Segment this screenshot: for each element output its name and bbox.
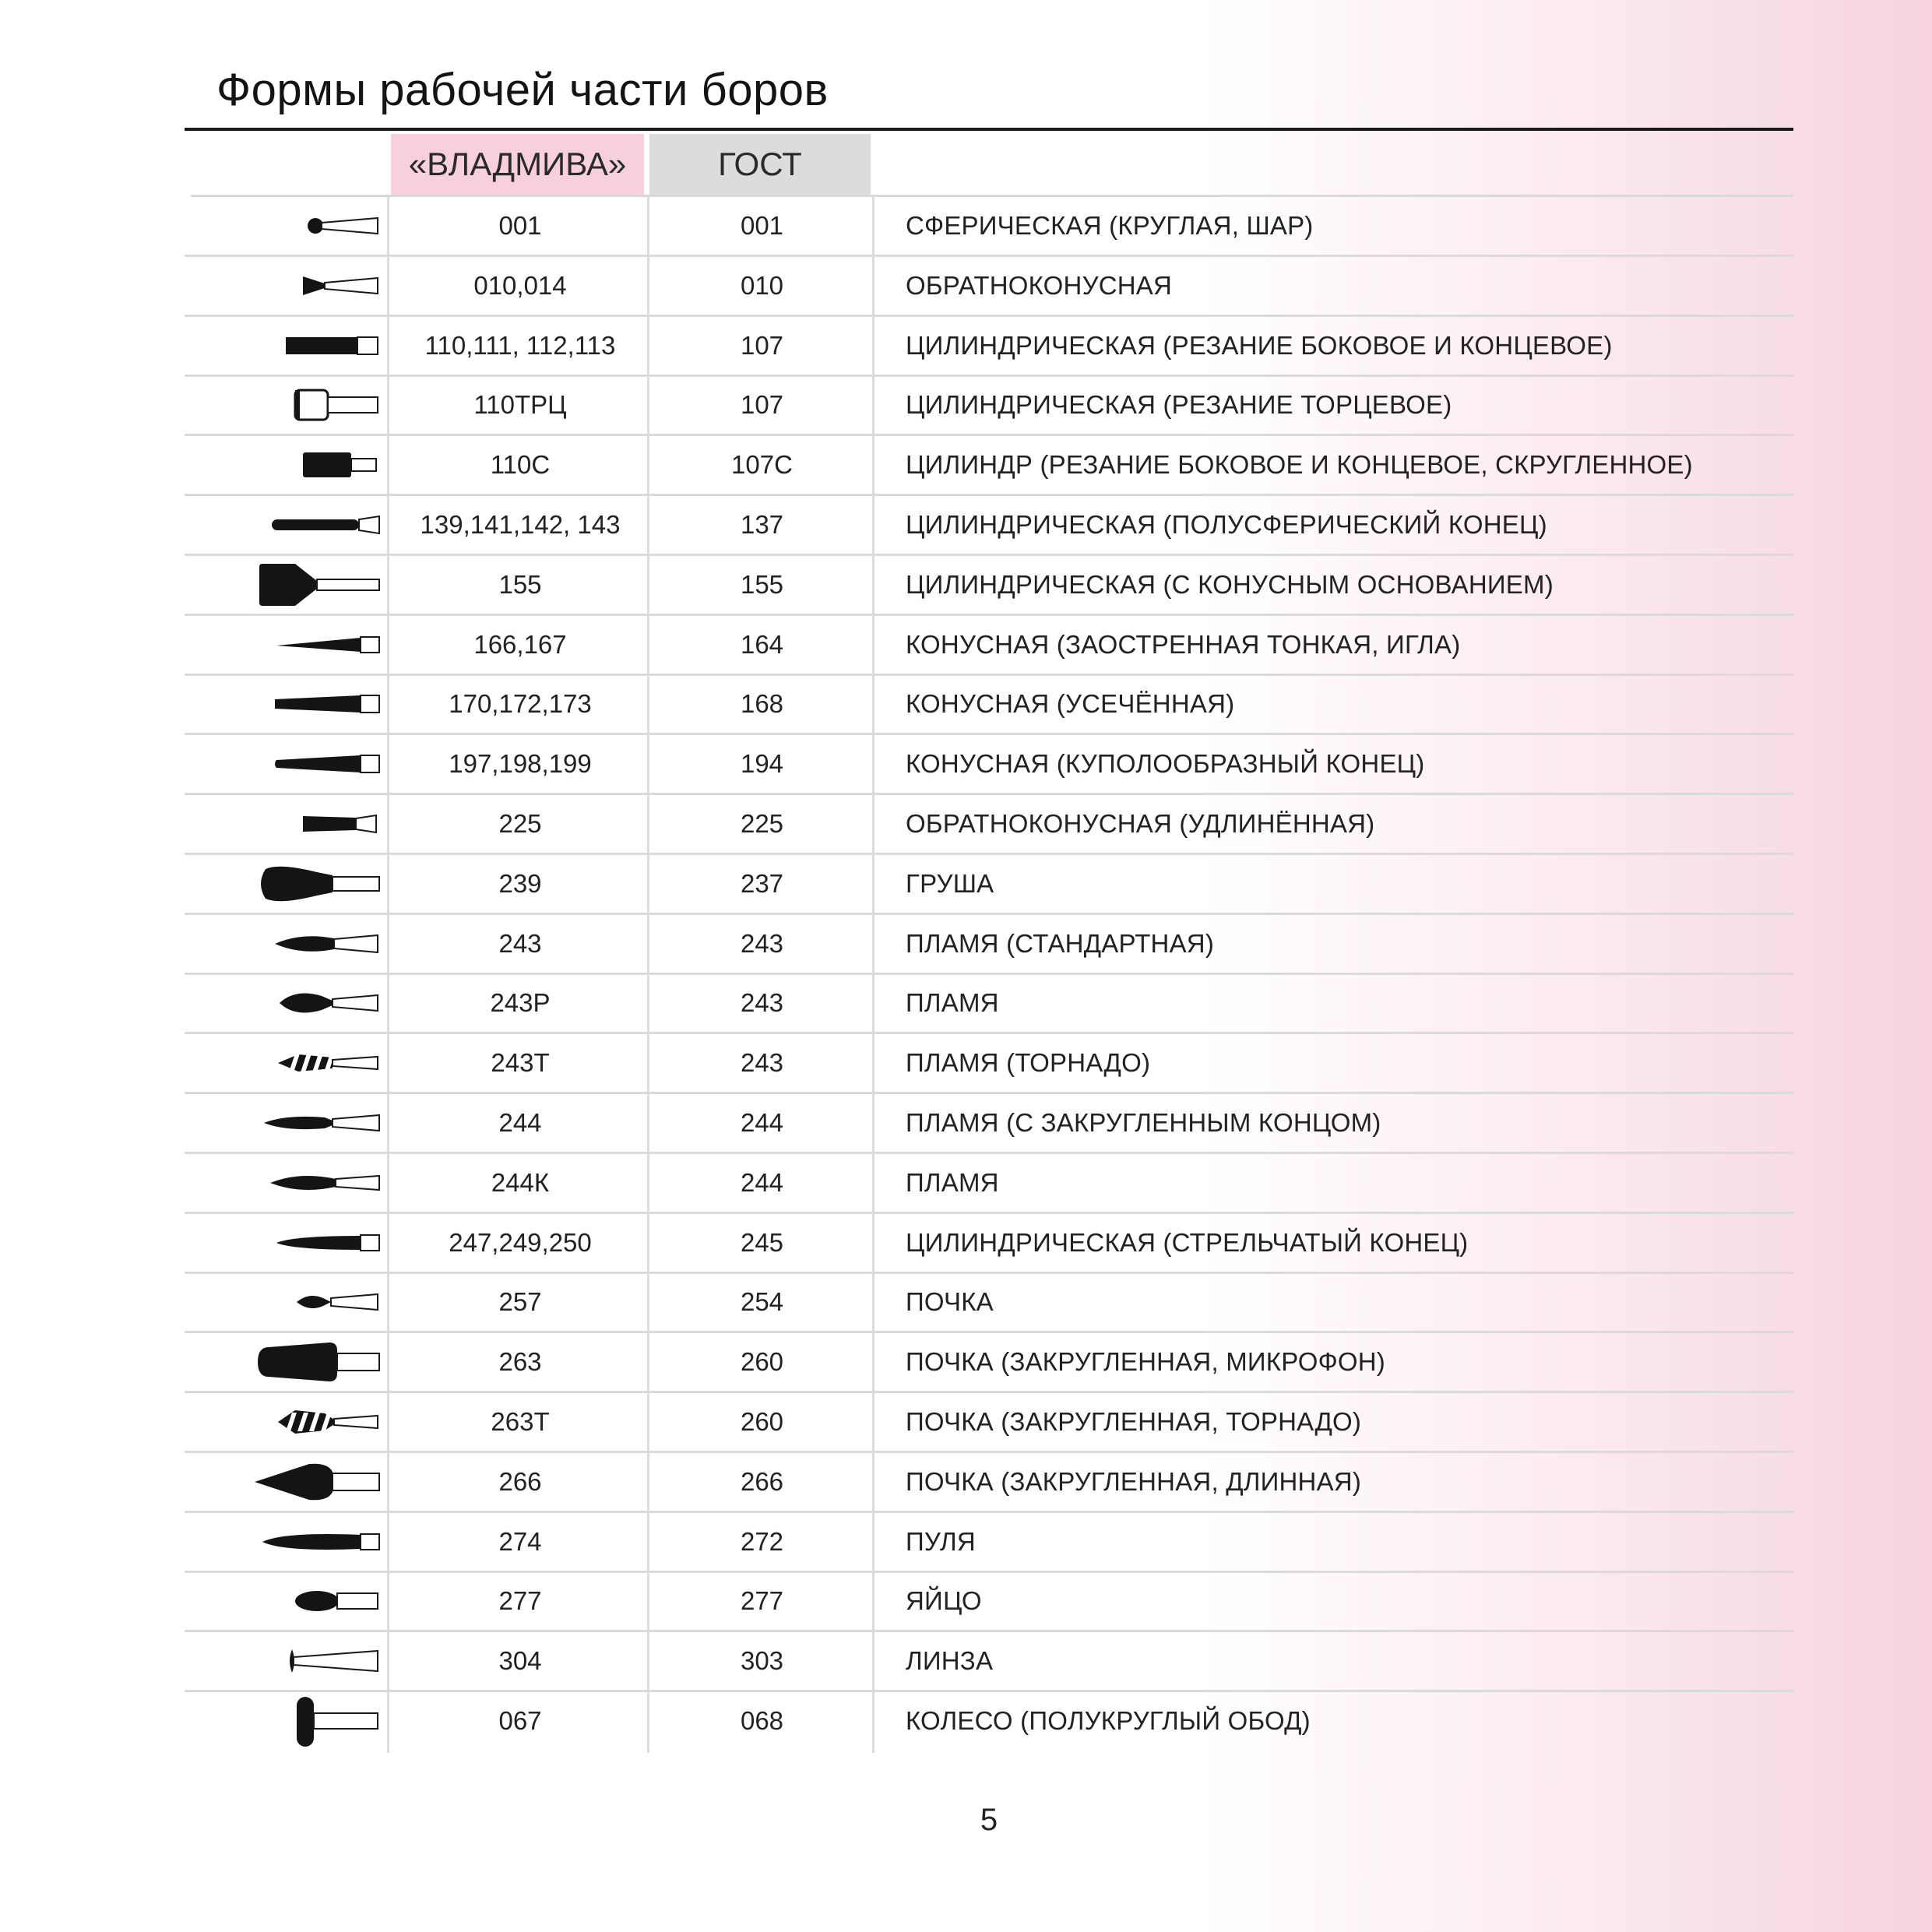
page-number: 5 bbox=[980, 1803, 998, 1837]
vladmiva-code: 110,111, 112,113 bbox=[424, 330, 616, 360]
title-underline bbox=[185, 128, 1793, 131]
cylinder-bur-icon bbox=[208, 320, 387, 371]
vladmiva-code: 001 bbox=[498, 211, 542, 240]
shape-name: КОНУСНАЯ (КУПОЛООБРАЗНЫЙ КОНЕЦ) bbox=[906, 749, 1425, 779]
flame-rounded-bur-icon bbox=[208, 1097, 387, 1149]
table-row bbox=[185, 1513, 1793, 1573]
gost-code: 254 bbox=[740, 1287, 784, 1317]
shape-name: ПОЧКА (ЗАКРУГЛЕННАЯ, МИКРОФОН) bbox=[906, 1347, 1385, 1377]
gost-code: 164 bbox=[740, 629, 784, 659]
table-row bbox=[185, 735, 1793, 795]
table-row bbox=[185, 855, 1793, 915]
egg-bur-icon bbox=[208, 1575, 387, 1627]
lens-bur-icon bbox=[208, 1635, 387, 1687]
wheel-bur-icon bbox=[208, 1695, 387, 1747]
shape-name: ПЛАМЯ bbox=[906, 1167, 999, 1197]
vladmiva-code: 274 bbox=[498, 1526, 542, 1556]
inverted-cone-bur-icon bbox=[208, 260, 387, 311]
vladmiva-code: 266 bbox=[498, 1466, 542, 1496]
gost-code: 237 bbox=[740, 868, 784, 898]
gost-code: 244 bbox=[740, 1108, 784, 1137]
gost-code: 266 bbox=[740, 1466, 784, 1496]
bullet-bur-icon bbox=[208, 1516, 387, 1568]
vladmiva-code: 010,014 bbox=[473, 270, 567, 300]
vladmiva-code: 277 bbox=[498, 1586, 542, 1616]
gost-code: 194 bbox=[740, 749, 784, 779]
vladmiva-code: 304 bbox=[498, 1646, 542, 1676]
gost-code: 243 bbox=[740, 1048, 784, 1078]
table-row bbox=[185, 1572, 1793, 1632]
shape-name: КОЛЕСО (ПОЛУКРУГЛЫЙ ОБОД) bbox=[906, 1706, 1311, 1735]
vladmiva-code: 243 bbox=[498, 928, 542, 958]
shape-name: ЯЙЦО bbox=[906, 1586, 982, 1616]
table-row bbox=[185, 1034, 1793, 1094]
gost-code: 243 bbox=[740, 988, 784, 1018]
bud-bur-icon bbox=[208, 1276, 387, 1328]
shape-name: ОБРАТНОКОНУСНАЯ (УДЛИНЁННАЯ) bbox=[906, 809, 1375, 838]
flame-bur-icon bbox=[208, 918, 387, 970]
shape-name: ПЛАМЯ (СТАНДАРТНАЯ) bbox=[906, 928, 1215, 958]
long-bud-bur-icon bbox=[208, 1456, 387, 1508]
table-row bbox=[185, 974, 1793, 1034]
gost-code: 225 bbox=[740, 809, 784, 838]
shape-name: ЦИЛИНДРИЧЕСКАЯ (С КОНУСНЫМ ОСНОВАНИЕМ) bbox=[906, 569, 1554, 599]
vladmiva-code: 110ТРЦ bbox=[473, 390, 567, 420]
gost-code: 260 bbox=[740, 1407, 784, 1436]
table-row bbox=[185, 376, 1793, 436]
vladmiva-code: 225 bbox=[498, 809, 542, 838]
cylinder-hemispherical-bur-icon bbox=[208, 499, 387, 551]
shape-name: ПОЧКА bbox=[906, 1287, 994, 1317]
table-row bbox=[185, 616, 1793, 676]
vladmiva-code: 239 bbox=[498, 868, 542, 898]
shape-name: ЦИЛИНДРИЧЕСКАЯ (РЕЗАНИЕ БОКОВОЕ И КОНЦЕВОЕ) bbox=[906, 330, 1613, 360]
table-row bbox=[185, 436, 1793, 496]
table-row bbox=[185, 197, 1793, 257]
shape-name: ЦИЛИНДРИЧЕСКАЯ (ПОЛУСФЕРИЧЕСКИЙ КОНЕЦ) bbox=[906, 510, 1547, 539]
shape-name: ЦИЛИНДРИЧЕСКАЯ (СТРЕЛЬЧАТЫЙ КОНЕЦ) bbox=[906, 1227, 1469, 1257]
vladmiva-code: 170,172,173 bbox=[449, 689, 592, 719]
gost-code: 001 bbox=[740, 211, 784, 240]
vladmiva-code: 257 bbox=[498, 1287, 542, 1317]
shape-name: КОНУСНАЯ (ЗАОСТРЕННАЯ ТОНКАЯ, ИГЛА) bbox=[906, 629, 1461, 659]
vladmiva-code: 110С bbox=[490, 450, 551, 480]
shape-name: ЦИЛИНДРИЧЕСКАЯ (РЕЗАНИЕ ТОРЦЕВОЕ) bbox=[906, 390, 1452, 420]
table-row bbox=[185, 915, 1793, 975]
gost-code: 260 bbox=[740, 1347, 784, 1377]
gost-code: 068 bbox=[740, 1706, 784, 1735]
table-row bbox=[185, 1094, 1793, 1154]
gost-code: 155 bbox=[740, 569, 784, 599]
table-row bbox=[185, 675, 1793, 735]
shape-name: ПОЧКА (ЗАКРУГЛЕННАЯ, ДЛИННАЯ) bbox=[906, 1466, 1362, 1496]
pear-bur-icon bbox=[208, 858, 387, 910]
gost-code: 277 bbox=[740, 1586, 784, 1616]
vladmiva-code: 243Т bbox=[491, 1048, 550, 1078]
dome-cone-bur-icon bbox=[208, 738, 387, 790]
cylinder-end-cutting-bur-icon bbox=[208, 379, 387, 431]
cylinder-rounded-bur-icon bbox=[208, 439, 387, 491]
table-row bbox=[185, 1692, 1793, 1752]
gost-code: 303 bbox=[740, 1646, 784, 1676]
tornado-bud-bur-icon bbox=[208, 1396, 387, 1448]
shape-name: ЛИНЗА bbox=[906, 1646, 994, 1676]
table-row bbox=[185, 1154, 1793, 1214]
shape-name: СФЕРИЧЕСКАЯ (КРУГЛАЯ, ШАР) bbox=[906, 211, 1314, 240]
table-row bbox=[185, 317, 1793, 377]
table-row bbox=[185, 1632, 1793, 1692]
table-row bbox=[185, 496, 1793, 556]
vladmiva-code: 263Т bbox=[491, 1407, 550, 1436]
vladmiva-code: 244К bbox=[491, 1167, 550, 1197]
flame-tornado-bur-icon bbox=[208, 1037, 387, 1089]
vladmiva-code: 155 bbox=[498, 569, 542, 599]
vladmiva-code: 247,249,250 bbox=[449, 1227, 592, 1257]
gost-code: 107С bbox=[731, 450, 793, 480]
needle-cone-bur-icon bbox=[208, 619, 387, 670]
page-title: Формы рабочей части боров bbox=[216, 65, 829, 115]
ogival-cylinder-bur-icon bbox=[208, 1217, 387, 1269]
long-inverted-cone-bur-icon bbox=[208, 798, 387, 850]
shape-name: ПЛАМЯ bbox=[906, 988, 999, 1018]
gost-code: 107 bbox=[740, 390, 784, 420]
gost-code: 168 bbox=[740, 689, 784, 719]
round-bur-icon bbox=[208, 200, 387, 252]
vladmiva-code: 243Р bbox=[490, 988, 551, 1018]
shape-name: ПЛАМЯ (ТОРНАДО) bbox=[906, 1048, 1151, 1078]
vladmiva-code: 139,141,142, 143 bbox=[420, 510, 621, 539]
vladmiva-code: 166,167 bbox=[473, 629, 567, 659]
shape-name: ОБРАТНОКОНУСНАЯ bbox=[906, 270, 1173, 300]
table-row bbox=[185, 257, 1793, 317]
gost-code: 107 bbox=[740, 330, 784, 360]
table-row bbox=[185, 1453, 1793, 1513]
shape-name: ПЛАМЯ (С ЗАКРУГЛЕННЫМ КОНЦОМ) bbox=[906, 1108, 1381, 1137]
gost-code: 244 bbox=[740, 1167, 784, 1197]
table-row bbox=[185, 1393, 1793, 1453]
flame-k-bur-icon bbox=[208, 1157, 387, 1209]
truncated-cone-bur-icon bbox=[208, 678, 387, 730]
gost-code: 137 bbox=[740, 510, 784, 539]
shape-name: ПУЛЯ bbox=[906, 1526, 976, 1556]
microphone-bud-bur-icon bbox=[208, 1336, 387, 1388]
table-row bbox=[185, 795, 1793, 855]
table-row bbox=[185, 1333, 1793, 1393]
shape-name: ЦИЛИНДР (РЕЗАНИЕ БОКОВОЕ И КОНЦЕВОЕ, СКРУГЛЕННОЕ) bbox=[906, 450, 1693, 480]
table-row bbox=[185, 556, 1793, 616]
column-header-gost: ГОСТ bbox=[649, 134, 871, 195]
gost-code: 243 bbox=[740, 928, 784, 958]
vladmiva-code: 197,198,199 bbox=[449, 749, 592, 779]
column-header-vladmiva: «ВЛАДМИВА» bbox=[391, 134, 644, 195]
shape-name: ГРУША bbox=[906, 868, 994, 898]
table-row bbox=[185, 1273, 1793, 1333]
flame-short-bur-icon bbox=[208, 977, 387, 1029]
table-row bbox=[185, 1214, 1793, 1274]
vladmiva-code: 263 bbox=[498, 1347, 542, 1377]
gost-code: 272 bbox=[740, 1526, 784, 1556]
gost-code: 010 bbox=[740, 270, 784, 300]
vladmiva-code: 067 bbox=[498, 1706, 542, 1735]
gost-code: 245 bbox=[740, 1227, 784, 1257]
shape-name: ПОЧКА (ЗАКРУГЛЕННАЯ, ТОРНАДО) bbox=[906, 1407, 1362, 1436]
shape-name: КОНУСНАЯ (УСЕЧЁННАЯ) bbox=[906, 689, 1235, 719]
vladmiva-code: 244 bbox=[498, 1108, 542, 1137]
cylinder-conical-base-bur-icon bbox=[208, 559, 387, 611]
